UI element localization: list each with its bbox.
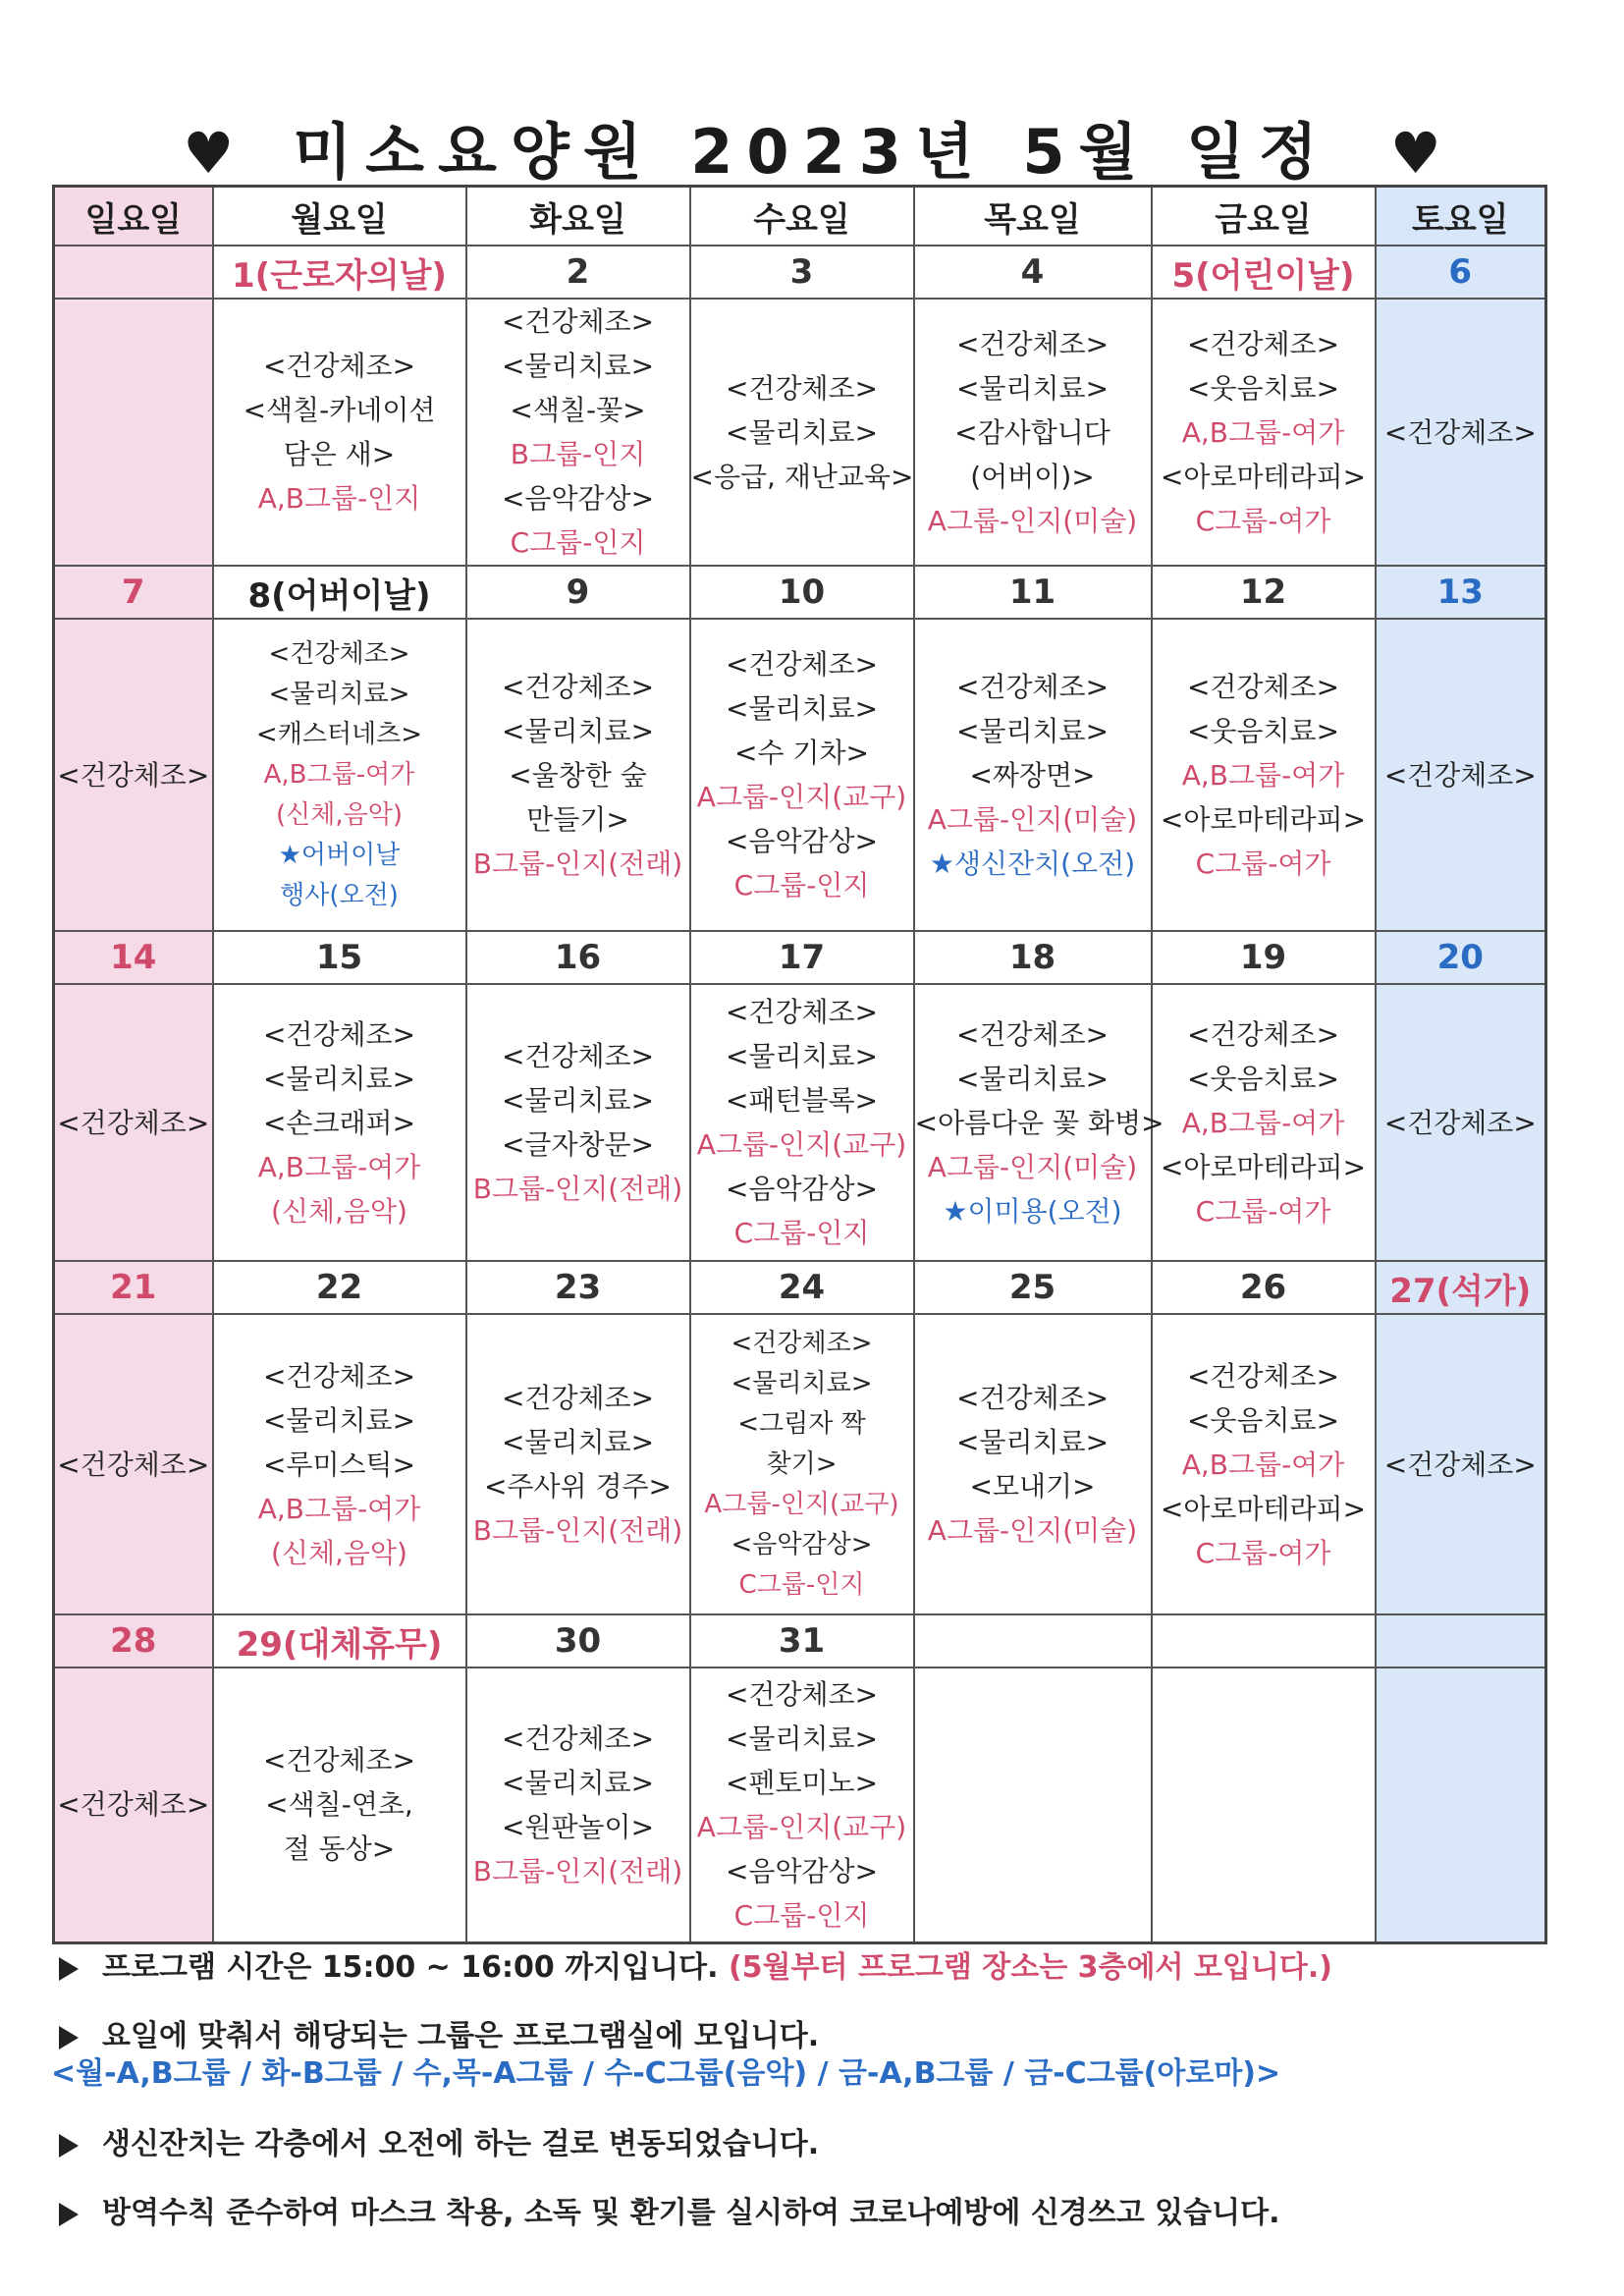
date-cell-sun: 21 [54,1261,213,1314]
date-cell-wed: 3 [690,246,914,299]
schedule-item: <건강체조> [1383,1448,1537,1481]
schedule-item: (신체,음악) [275,799,404,830]
schedule-cell-sat [1376,1667,1546,1942]
triangle-bullet-icon [59,2134,79,2158]
schedule-item: <건강체조> [725,1677,879,1711]
schedule-item: <물리치료> [501,1084,655,1117]
schedule-item: (신체,음악) [271,1194,407,1228]
schedule-item: C그룹-인지 [738,1569,865,1600]
schedule-cell-mon [213,1667,466,1942]
schedule-item: <건강체조> [725,996,879,1028]
schedule-item: <원판놀이> [501,1810,655,1843]
schedule-item: <건강체조> [1186,1359,1340,1393]
date-cell-fri: 19 [1152,931,1376,984]
date-cell-sat: 6 [1376,246,1546,299]
schedule-cell-sat [1376,1314,1546,1614]
date-cell-tue: 16 [466,931,690,984]
schedule-item: <건강체조> [501,1040,655,1072]
schedule-item: <물리치료> [501,1766,655,1799]
schedule-item: <물리치료> [501,714,655,747]
date-cell-mon: 22 [213,1261,466,1314]
schedule-item: <음악감상> [725,1854,879,1887]
schedule-item: B그룹-인지(전래) [472,1514,683,1547]
note-4 [59,2188,1280,2231]
schedule-item: ★어버이날 [278,840,401,870]
schedule-item: <물리치료> [955,371,1110,405]
schedule-item: <글자창문> [501,1128,655,1161]
date-cell-thu: 25 [914,1261,1152,1314]
schedule-item: A그룹-인지(교구) [704,1489,899,1519]
note-3-text: 생신잔치는 각층에서 오전에 하는 걸로 변동되었습니다. [102,2127,820,2161]
schedule-item: <건강체조> [501,670,655,703]
schedule-item: <물리치료> [262,1403,416,1437]
schedule-row [54,1667,1546,1942]
schedule-cell-tue [466,1314,690,1614]
schedule-item: <그림자 짝 [737,1408,866,1439]
schedule-item: B그룹-인지(전래) [472,847,683,880]
schedule-cell-sun [54,1314,213,1614]
date-cell-sun: 7 [54,566,213,619]
schedule-item: A그룹-인지(교구) [696,781,907,813]
schedule-cell-fri [1152,619,1376,931]
schedule-item: A,B그룹-여가 [257,1492,421,1525]
schedule-cell-mon [213,1314,466,1614]
schedule-cell-mon [213,984,466,1261]
date-cell-tue: 30 [466,1614,690,1667]
schedule-item: A그룹-인지(미술) [927,802,1138,836]
schedule-item: C그룹-인지 [733,869,870,902]
date-cell-mon: 15 [213,931,466,984]
schedule-cell-thu [914,984,1164,1261]
date-cell-thu: 11 [914,566,1152,619]
date-cell-sat [1376,1614,1546,1667]
schedule-item: <색칠-카네이션 [243,394,436,426]
schedule-cell-thu [914,1314,1152,1614]
schedule-item: <웃음치료> [1186,714,1340,747]
schedule-item: <아로마테라피> [1160,1150,1367,1183]
schedule-item: <물리치료> [725,1722,879,1755]
note-4-text: 방역수칙 준수하여 마스크 착용, 소독 및 환기를 실시하여 코로나예방에 신경쓰고 있습니다. [102,2196,1280,2230]
schedule-item: <아름다운 꽃 화병> [914,1106,1164,1139]
date-row [54,1614,1546,1667]
schedule-item: <건강체조> [1186,670,1340,703]
schedule-item: A그룹-인지(교구) [696,1810,907,1843]
schedule-item: A그룹-인지(미술) [927,504,1138,537]
schedule-item: C그룹-인지 [510,526,646,559]
schedule-row [54,619,1546,931]
schedule-item: <웃음치료> [1186,1062,1340,1095]
schedule-cell-thu [914,619,1152,931]
schedule-item: <건강체조> [501,1722,655,1755]
schedule-cell-wed [690,619,914,931]
schedule-item: <물리치료> [955,1426,1110,1458]
heart-right-icon: ♥ [1389,120,1441,187]
schedule-item: <건강체조> [262,1744,416,1777]
schedule-cell-wed [690,1667,914,1942]
schedule-cell-sat [1376,984,1546,1261]
schedule-item: A,B그룹-여가 [1181,415,1345,449]
schedule-cell-thu [914,299,1152,566]
schedule-cell-sun [54,984,213,1261]
schedule-item: <펜토미노> [725,1766,879,1799]
date-cell-tue: 2 [466,246,690,299]
schedule-item: <건강체조> [262,350,416,382]
weekday-wed: 수요일 [690,187,914,246]
schedule-item: C그룹-여가 [1195,1536,1331,1569]
schedule-item: C그룹-여가 [1195,847,1331,880]
date-cell-mon: 8(어버이날) [213,566,466,619]
weekday-sun: 일요일 [54,187,213,246]
schedule-cell-tue [466,619,690,931]
schedule-item: <물리치료> [731,1368,873,1398]
schedule-item: 절 동상> [283,1832,396,1866]
schedule-item: A,B그룹-인지 [257,482,421,515]
note-2-text: 요일에 맞춰서 해당되는 그룹은 프로그램실에 모입니다. [102,2019,820,2053]
schedule-item: <건강체조> [262,1017,416,1051]
schedule-item: <건강체조> [955,670,1110,703]
schedule-cell-fri [1152,1314,1376,1614]
date-cell-wed: 24 [690,1261,914,1314]
schedule-item: <건강체조> [501,305,655,338]
calendar-table [52,185,1547,1944]
schedule-item: C그룹-인지 [733,1898,870,1932]
schedule-item: <색칠-꽃> [510,394,646,426]
date-row [54,246,1546,299]
heart-left-icon: ♥ [183,120,235,187]
schedule-item: <건강체조> [1383,415,1537,449]
date-cell-tue: 9 [466,566,690,619]
schedule-item: B그룹-인지 [510,438,646,470]
schedule-cell-sun [54,619,213,931]
date-cell-mon: 29(대체휴무) [213,1614,466,1667]
schedule-item: <건강체조> [57,1788,210,1822]
page-title [0,103,1624,191]
schedule-cell-mon [213,299,466,566]
schedule-item: <음악감상> [501,482,655,515]
schedule-item: A,B그룹-여가 [1181,758,1345,792]
schedule-cell-mon [213,619,466,931]
schedule-item: <음악감상> [725,825,879,857]
schedule-cell-tue [466,984,690,1261]
schedule-row [54,1314,1546,1614]
triangle-bullet-icon [59,2203,79,2226]
date-cell-thu [914,1614,1152,1667]
schedule-item: <응급, 재난교육> [690,460,914,493]
schedule-item: <루미스틱> [262,1448,416,1481]
schedule-cell-wed [690,299,914,566]
schedule-item: A,B그룹-여가 [1181,1106,1345,1139]
triangle-bullet-icon [59,1957,79,1981]
date-cell-sun [54,246,213,299]
schedule-item: <웃음치료> [1186,371,1340,405]
weekday-header-row [54,187,1546,246]
date-cell-wed: 10 [690,566,914,619]
date-cell-fri: 26 [1152,1261,1376,1314]
weekday-mon: 월요일 [213,187,466,246]
schedule-cell-fri [1152,299,1376,566]
schedule-item: <건강체조> [268,638,410,669]
date-cell-thu: 18 [914,931,1152,984]
schedule-cell-fri [1152,984,1376,1261]
schedule-item: ★생신잔치(오전) [929,847,1136,880]
schedule-item: <물리치료> [501,1426,655,1458]
date-cell-sun: 14 [54,931,213,984]
schedule-item: C그룹-여가 [1195,504,1331,537]
date-cell-wed: 17 [690,931,914,984]
schedule-item: <패턴블록> [725,1084,879,1117]
date-row [54,931,1546,984]
schedule-item: <건강체조> [955,327,1110,360]
schedule-item: <건강체조> [501,1382,655,1414]
weekday-fri: 금요일 [1152,187,1376,246]
schedule-item: <감사합니다 [954,415,1110,449]
schedule-item: A그룹-인지(미술) [927,1150,1138,1183]
schedule-item: B그룹-인지(전래) [472,1854,683,1887]
note-3 [59,2119,819,2162]
schedule-cell-fri [1152,1667,1376,1942]
schedule-item: A,B그룹-여가 [1181,1448,1345,1481]
schedule-item: 찾기> [766,1449,838,1479]
date-cell-fri: 5(어린이날) [1152,246,1376,299]
schedule-item: <물리치료> [955,1062,1110,1095]
date-cell-wed: 31 [690,1614,914,1667]
date-cell-sat: 27(석가) [1376,1261,1546,1314]
schedule-item: <캐스터네츠> [255,719,423,749]
schedule-item: <물리치료> [501,350,655,382]
schedule-item: <음악감상> [731,1529,873,1559]
schedule-cell-wed [690,1314,914,1614]
schedule-cell-wed [690,984,914,1261]
date-cell-thu: 4 [914,246,1152,299]
schedule-item: <물리치료> [725,1040,879,1072]
schedule-item: (신체,음악) [271,1536,407,1569]
schedule-cell-sun [54,1667,213,1942]
triangle-bullet-icon [59,2026,79,2050]
schedule-item: (어버이)> [970,460,1095,493]
schedule-item: A그룹-인지(미술) [927,1514,1138,1547]
schedule-cell-sat [1376,299,1546,566]
schedule-item: <물리치료> [725,692,879,725]
date-cell-sat: 20 [1376,931,1546,984]
schedule-item: <건강체조> [1186,1017,1340,1051]
schedule-item: <짜장면> [969,758,1096,792]
schedule-item: <아로마테라피> [1160,802,1367,836]
schedule-item: B그룹-인지(전래) [472,1173,683,1205]
schedule-item: <손크래퍼> [262,1106,416,1139]
date-cell-tue: 23 [466,1261,690,1314]
date-cell-mon: 1(근로자의날) [213,246,466,299]
schedule-item: <건강체조> [725,648,879,681]
schedule-item: <건강체조> [1186,327,1340,360]
schedule-item: <아로마테라피> [1160,460,1367,493]
date-cell-fri [1152,1614,1376,1667]
schedule-row [54,984,1546,1261]
note-1-text: 프로그램 시간은 15:00 ~ 16:00 까지입니다. [102,1950,719,1985]
schedule-item: 만들기> [526,802,629,836]
note-1 [59,1942,1332,1986]
schedule-item: <건강체조> [1383,758,1537,792]
schedule-item: <건강체조> [57,1448,210,1481]
schedule-item: <모내기> [969,1470,1096,1503]
schedule-item: <건강체조> [1383,1106,1537,1139]
date-cell-sat: 13 [1376,566,1546,619]
schedule-item: <건강체조> [57,1106,210,1139]
schedule-item: <물리치료> [262,1062,416,1095]
schedule-item: C그룹-여가 [1195,1194,1331,1228]
date-cell-fri: 12 [1152,566,1376,619]
schedule-item: <울창한 숲 [509,758,647,792]
weekday-tue: 화요일 [466,187,690,246]
title-text: 미소요양원 2023년 5월 일정 [293,116,1331,188]
date-cell-sun: 28 [54,1614,213,1667]
schedule-item: <아로마테라피> [1160,1492,1367,1525]
schedule-item: <건강체조> [955,1382,1110,1414]
schedule-item: <웃음치료> [1186,1403,1340,1437]
schedule-item: <물리치료> [955,714,1110,747]
schedule-item: <건강체조> [725,371,879,405]
weekday-thu: 목요일 [914,187,1152,246]
schedule-item: <물리치료> [725,415,879,449]
schedule-item: A,B그룹-여가 [257,1150,421,1183]
schedule-item: <음악감상> [725,1173,879,1205]
schedule-item: A,B그룹-여가 [263,759,415,790]
schedule-cell-tue [466,299,690,566]
schedule-item: C그룹-인지 [733,1217,870,1249]
note-1-highlight: (5월부터 프로그램 장소는 3층에서 모입니다.) [728,1950,1332,1985]
note-2-groups: <월-A,B그룹 / 화-B그룹 / 수,목-A그룹 / 수-C그룹(음악) / 금-A,B그룹 / 금-C그룹(아로마)> [51,2056,1281,2091]
schedule-cell-tue [466,1667,690,1942]
schedule-item: ★이미용(오전) [943,1194,1122,1228]
weekday-sat: 토요일 [1376,187,1546,246]
schedule-item: <색칠-연초, [265,1788,413,1822]
schedule-item: <수 기차> [734,737,869,769]
schedule-row [54,299,1546,566]
schedule-cell-thu [914,1667,1152,1942]
schedule-item: <건강체조> [57,758,210,792]
schedule-item: <건강체조> [262,1359,416,1393]
schedule-item: 담은 새> [283,438,396,470]
schedule-item: <물리치료> [268,679,410,709]
schedule-item: <건강체조> [731,1328,873,1358]
schedule-cell-sun [54,299,213,566]
schedule-item: <건강체조> [955,1017,1110,1051]
date-row [54,1261,1546,1314]
schedule-item: <주사위 경주> [483,1470,673,1503]
schedule-cell-sat [1376,619,1546,931]
date-row [54,566,1546,619]
schedule-item: 행사(오전) [280,880,399,910]
schedule-item: A그룹-인지(교구) [696,1128,907,1161]
